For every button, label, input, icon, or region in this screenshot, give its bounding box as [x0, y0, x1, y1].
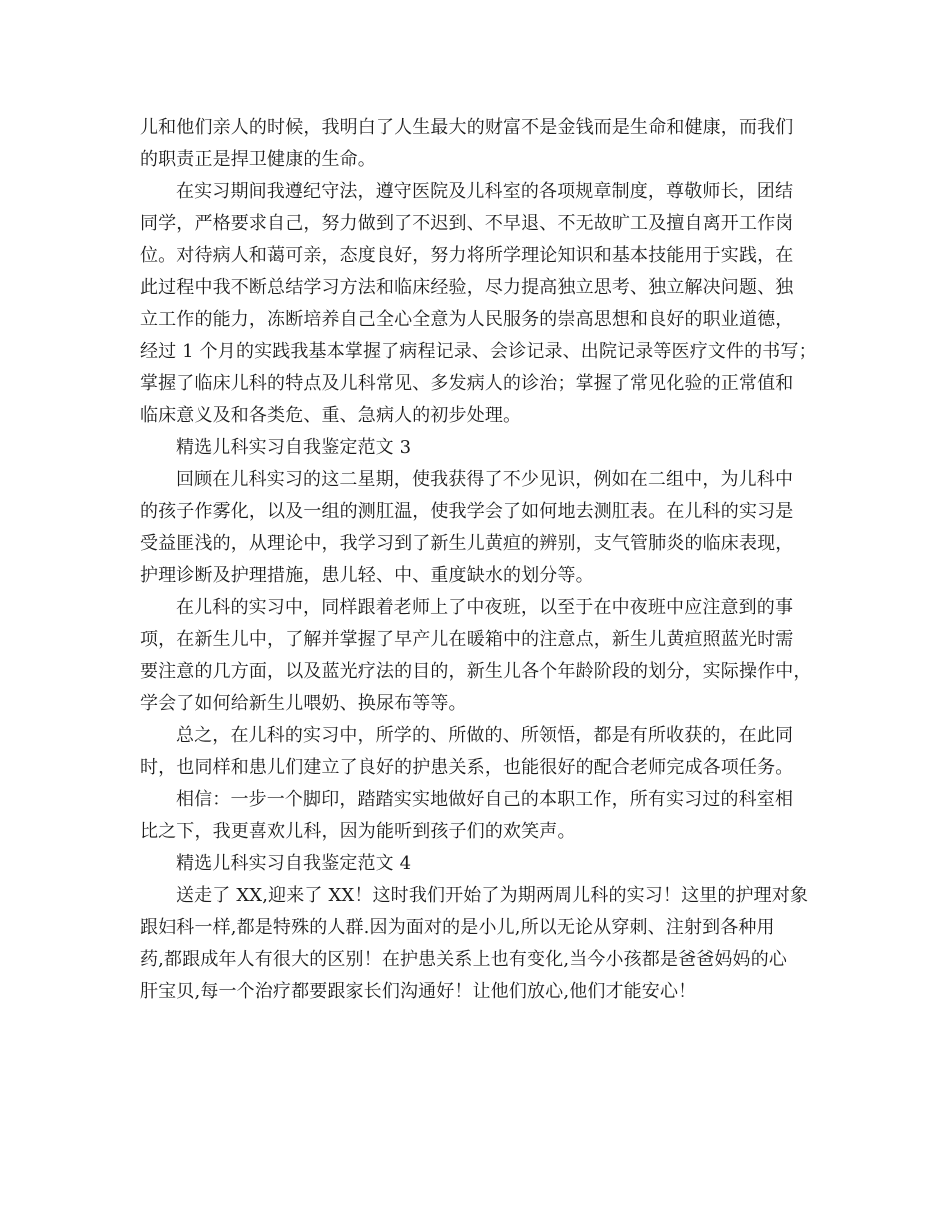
paragraph-line: 临床意义及和各类危、重、急病人的初步处理。: [140, 405, 522, 426]
paragraph-line: 此过程中我不断总结学习方法和临床经验，尽力提高独立思考、独立解决问题、独: [140, 277, 794, 298]
paragraph-line: 相信：一步一个脚印，踏踏实实地做好自己的本职工作，所有实习过的科室相: [176, 789, 794, 810]
paragraph-line: 位。对待病人和蔼可亲，态度良好，努力将所学理论知识和基本技能用于实践，在: [140, 245, 794, 266]
paragraph-line: 项，在新生儿中，了解并掌握了早产儿在暖箱中的注意点，新生儿黄疸照蓝光时需: [140, 629, 794, 650]
paragraph-line: 肝宝贝,每一个治疗都要跟家长们沟通好！让他们放心,他们才能安心！: [140, 981, 697, 1002]
paragraph-line: 掌握了临床儿科的特点及儿科常见、多发病人的诊治；掌握了常见化验的正常值和: [140, 373, 794, 394]
section-heading: 精选儿科实习自我鉴定范文 4: [176, 853, 412, 874]
paragraph-line: 跟妇科一样,都是特殊的人群.因为面对的是小儿,所以无论从穿刺、注射到各种用: [140, 917, 775, 938]
paragraph-line: 要注意的几方面，以及蓝光疗法的目的，新生儿各个年龄阶段的划分，实际操作中，: [140, 661, 812, 682]
paragraph-line: 儿和他们亲人的时候，我明白了人生最大的财富不是金钱而是生命和健康，而我们: [140, 117, 794, 138]
paragraph-line: 的职责正是捍卫健康的生命。: [140, 149, 376, 170]
paragraph-line: 经过 1 个月的实践我基本掌握了病程记录、会诊记录、出院记录等医疗文件的书写；: [140, 341, 817, 362]
paragraph-line: 在实习期间我遵纪守法，遵守医院及儿科室的各项规章制度，尊敬师长，团结: [176, 181, 794, 202]
paragraph-line: 在儿科的实习中，同样跟着老师上了中夜班，以至于在中夜班中应注意到的事: [176, 597, 794, 618]
document-body: [140, 112, 820, 1008]
paragraph-line: 比之下，我更喜欢儿科，因为能听到孩子们的欢笑声。: [140, 821, 576, 842]
paragraph-line: 时，也同样和患儿们建立了良好的护患关系，也能很好的配合老师完成各项任务。: [140, 757, 794, 778]
paragraph-line: 护理诊断及护理措施，患儿轻、中、重度缺水的划分等。: [140, 565, 594, 586]
paragraph-line: 立工作的能力，冻断培养自己全心全意为人民服务的崇高思想和良好的职业道德，: [140, 309, 794, 330]
paragraph-line: 受益匪浅的，从理论中，我学习到了新生儿黄疸的辨别，支气管肺炎的临床表现，: [140, 533, 794, 554]
paragraph-line: 的孩子作雾化，以及一组的测肛温，使我学会了如何地去测肛表。在儿科的实习是: [140, 501, 794, 522]
paragraph-line: 药,都跟成年人有很大的区别！在护患关系上也有变化,当今小孩都是爸爸妈妈的心: [140, 949, 787, 970]
paragraph-line: 总之，在儿科的实习中，所学的、所做的、所领悟，都是有所收获的，在此同: [176, 725, 794, 746]
paragraph-line: 送走了 XX,迎来了 XX！这时我们开始了为期两周儿科的实习！这里的护理对象: [176, 885, 809, 906]
section-heading: 精选儿科实习自我鉴定范文 3: [176, 437, 412, 458]
paragraph-line: 回顾在儿科实习的这二星期，使我获得了不少见识，例如在二组中，为儿科中: [176, 469, 794, 490]
paragraph-line: 学会了如何给新生儿喂奶、换尿布等等。: [140, 693, 467, 714]
paragraph-line: 同学，严格要求自己，努力做到了不迟到、不早退、不无故旷工及擅自离开工作岗: [140, 213, 794, 234]
